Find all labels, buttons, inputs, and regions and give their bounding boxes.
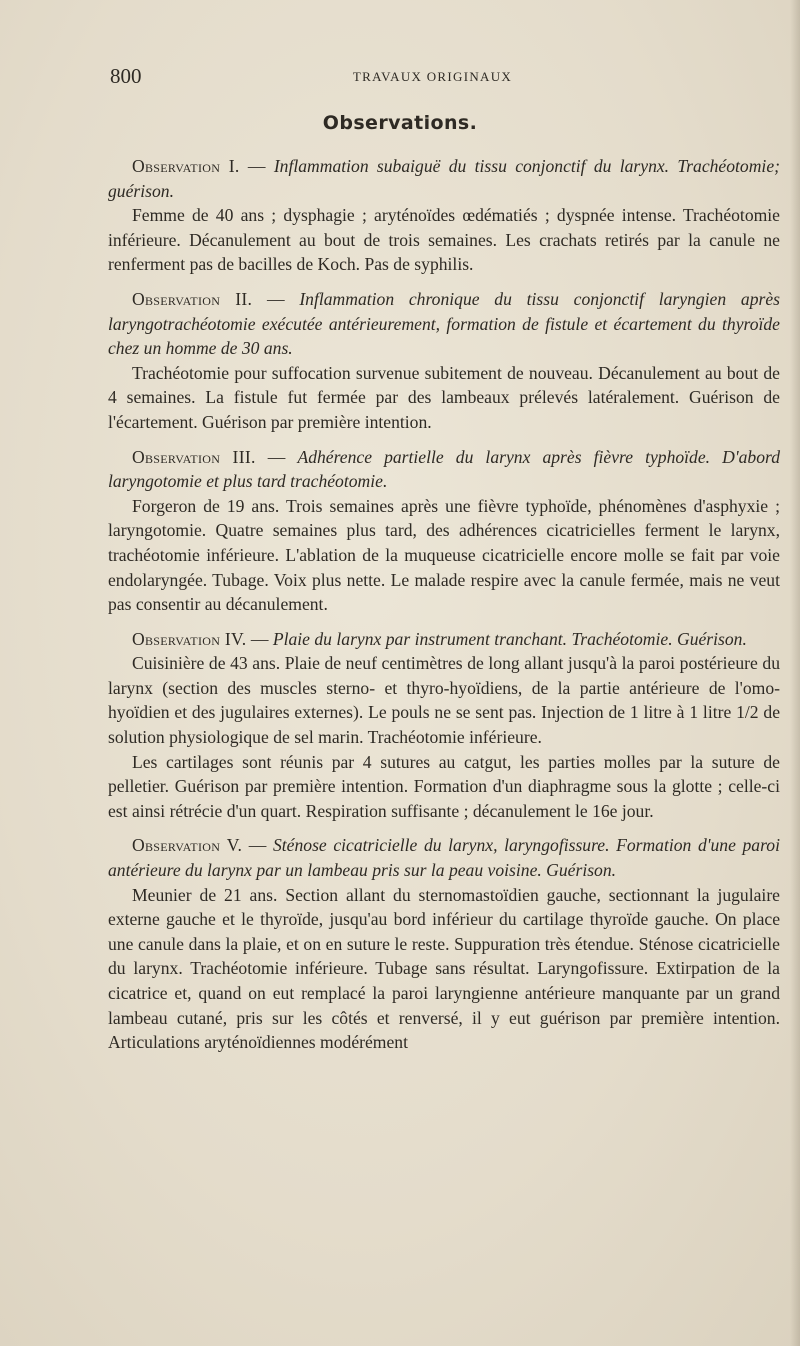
observation-paragraph: Meunier de 21 ans. Section allant du sternomastoïdien gauche, sectionnant la jugulaire externe gauche et le thyroïde, jusqu'au bord inférieur du cartilage thyroïde gauche. On place une canule dans la plaie, et on en suture le reste. Suppuration très étendue. Sténose cicatricielle du larynx. Trachéotomie inférieure. Tubage sans résultat. Laryngofissure. Extirpation de la cicatrice et, quand on eut remplacé la paroi laryngienne antérieure manquante par un grand lambeau cutané, pris sur les côtés et renversé, il y eut guérison par première intention. Articulations aryténoïdiennes modérément bbox=[108, 884, 780, 1053]
observation-label: Observation II. bbox=[132, 288, 253, 309]
observation-label: Observation III. bbox=[132, 446, 256, 467]
observation-title: Plaie du larynx par instrument tranchant. Trachéotomie. Guérison. bbox=[272, 628, 747, 649]
section-title: Observations. bbox=[322, 112, 478, 134]
observation-title: Inflammation chronique du tissu conjonctif laryngien après laryngotrachéotomie exécutée antérieurement, formation de fistule et écartement du thyroïde chez un homme de 30 ans. bbox=[108, 288, 780, 359]
observation-paragraph: Trachéotomie pour suffocation survenue subitement de nouveau. Décanulement au bout de 4 semaines. La fistule fut fermée par des lambeaux prélevés latéralement. Guérison de l'écartement. Guérison par première intention. bbox=[108, 362, 780, 432]
observation-paragraph: Cuisinière de 43 ans. Plaie de neuf centimètres de long allant jusqu'à la paroi postérieure du larynx (section des muscles sterno- et thyro-hyoïdiens, de la partie antérieure de l'omo-hyoïdien et des jugulaires externes). Le pouls ne se sent pas. Injection de 1 litre à 1 litre 1/2 de solution physiologique de sel marin. Trachéotomie inférieure. bbox=[108, 653, 780, 748]
observation-label: Observation IV. bbox=[132, 628, 247, 649]
observation-heading bbox=[108, 287, 780, 361]
observation-heading bbox=[108, 627, 780, 652]
observation-heading bbox=[108, 445, 780, 494]
observation-title: Adhérence partielle du larynx après fièvre typhoïde. D'abord laryngotomie et plus tard trachéotomie. bbox=[108, 446, 780, 492]
observation-dash: — bbox=[255, 446, 298, 467]
observation-paragraph: Forgeron de 19 ans. Trois semaines après une fièvre typhoïde, phénomènes d'asphyxie ; laryngotomie. Quatre semaines plus tard, des adhérences cicatricielles ferment le larynx, trachéotomie inférieure. L'ablation de la muqueuse cicatricielle encore molle se fait par voie endolaryngée. Tubage. Voix plus nette. Le malade respire avec la canule fermée, mais ne veut pas consentir au décanulement. bbox=[108, 495, 780, 615]
page-header bbox=[110, 64, 780, 94]
observation-paragraph: Femme de 40 ans ; dysphagie ; aryténoïdes œdématiés ; dyspnée intense. Trachéotomie inférieure. Décanulement au bout de trois semaines. Les crachats retirés par la canule ne renferment pas de bacilles de Koch. Pas de syphilis. bbox=[108, 205, 780, 275]
observation-dash: — bbox=[239, 156, 274, 176]
observation-heading bbox=[108, 833, 780, 882]
observation-heading bbox=[108, 154, 780, 203]
observation-dash: — bbox=[242, 835, 273, 856]
observations-body bbox=[108, 154, 780, 1055]
observation-title: Sténose cicatricielle du larynx, laryngofissure. Formation d'une paroi antérieure du larynx par un lambeau pris sur la peau voisine. Guérison. bbox=[108, 835, 780, 881]
observation-title: Inflammation subaiguë du tissu conjonctif du larynx. Trachéotomie; guérison. bbox=[108, 156, 780, 201]
observation-dash: — bbox=[246, 628, 273, 649]
observation-dash: — bbox=[252, 288, 300, 309]
observation-label: Observation V. bbox=[132, 835, 243, 856]
page-number: 800 bbox=[110, 64, 142, 88]
observation-paragraph: Les cartilages sont réunis par 4 sutures au catgut, les parties molles par la suture de pelletier. Guérison par première intention. Formation d'un diaphragme sous la glotte ; celle-ci est ainsi rétrécie d'un quart. Respiration suffisante ; décanulement le 16e jour. bbox=[108, 751, 780, 821]
page-edge-shadow bbox=[790, 0, 800, 1346]
running-title: TRAVAUX ORIGINAUX bbox=[352, 69, 513, 84]
observation-label: Observation I. bbox=[132, 156, 240, 176]
